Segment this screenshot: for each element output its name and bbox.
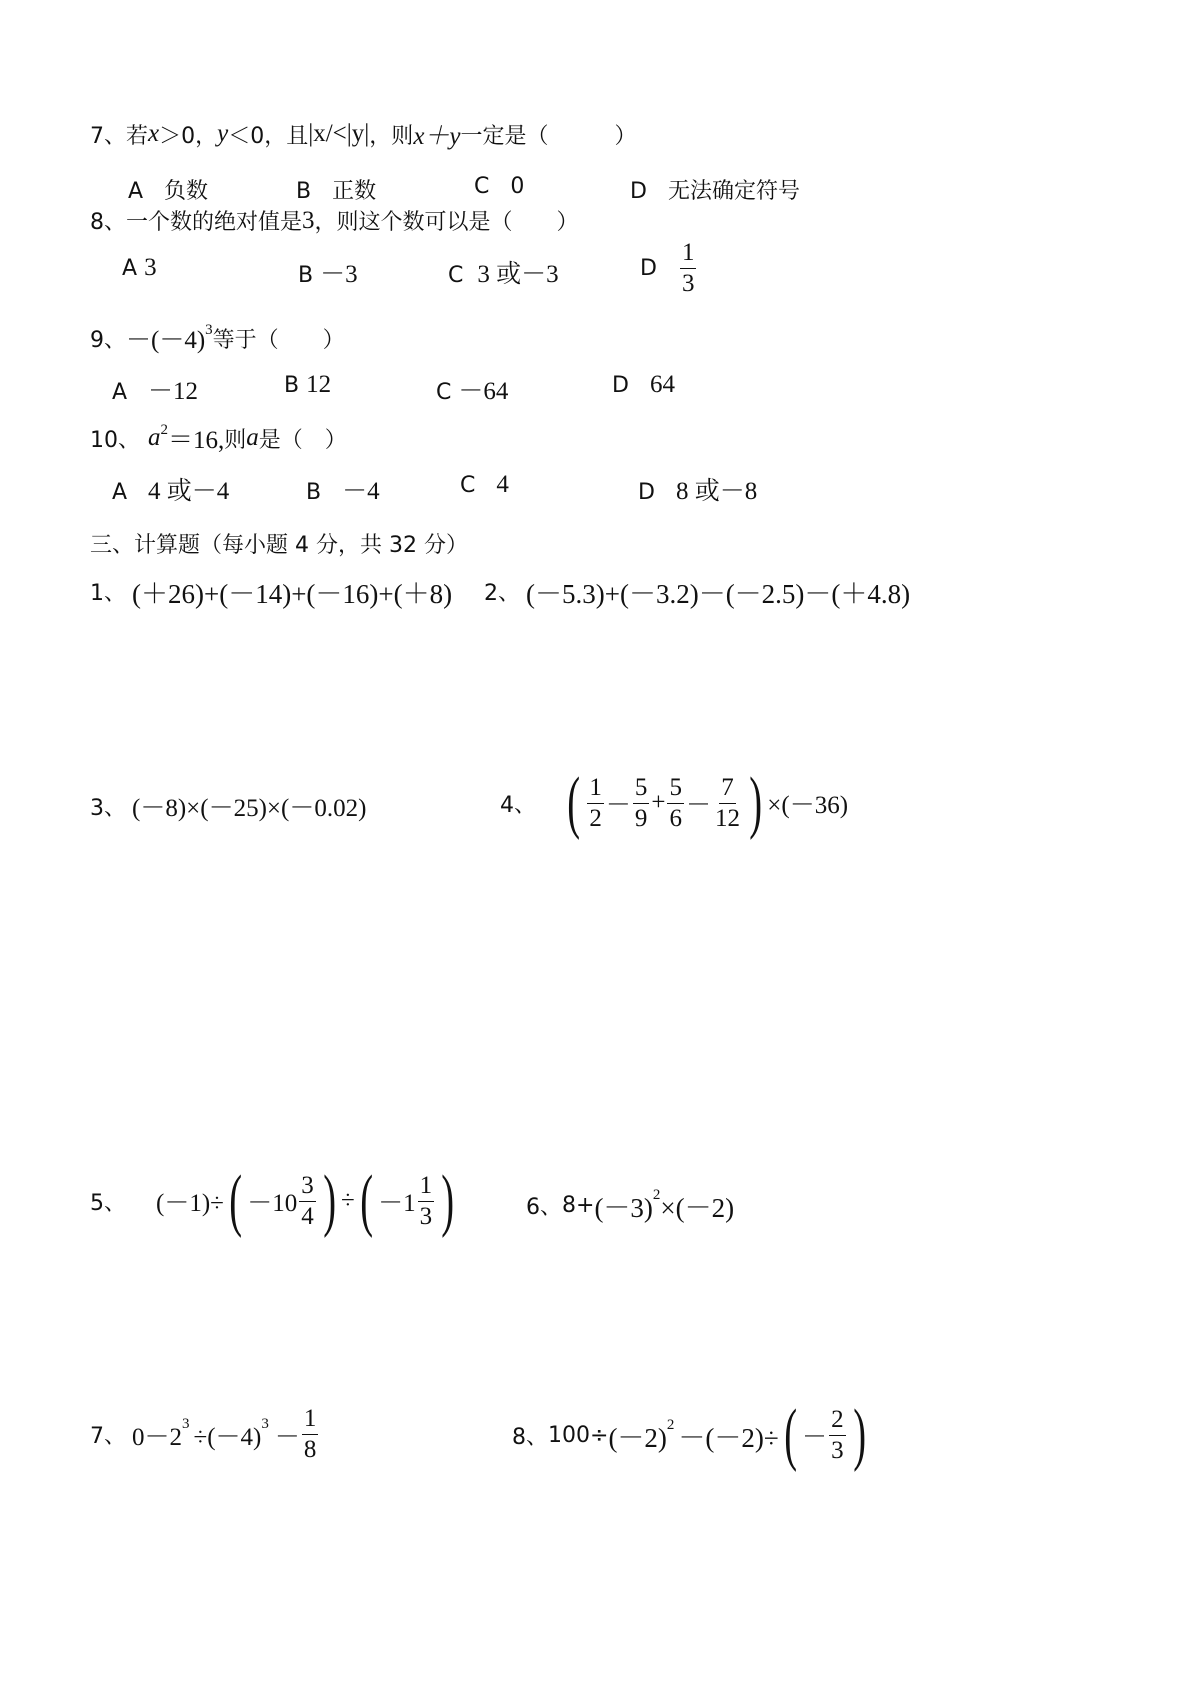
option-b: B 正数	[296, 179, 377, 204]
calc-7: 7、 0－2 $^3$ ÷(－4) $^3$ － $\frac{1}{8}$	[90, 1405, 317, 1463]
question-text: 一个数的绝对值是	[126, 210, 303, 235]
var-a: a	[148, 424, 161, 451]
option-d: D $\frac{1}{3}$	[640, 239, 695, 297]
calc-1	[90, 572, 452, 611]
math-expression: (＋26)+(－14)+(－16)+(＋8)	[132, 579, 453, 609]
question-number: 4、	[500, 792, 536, 818]
question-8	[90, 205, 579, 236]
option-a: A －12	[112, 378, 199, 405]
question-number: 1、	[90, 581, 126, 606]
option-c: C 4	[460, 471, 509, 498]
option-d: D 64	[612, 371, 675, 398]
question-number: 9、	[90, 327, 126, 353]
question-number: 8、	[90, 210, 126, 235]
question-text: 一定是（ ）	[460, 123, 637, 149]
calc-3	[90, 788, 366, 824]
question-number: 3、	[90, 795, 126, 821]
option-d: D 无法确定符号	[630, 179, 800, 204]
var-x: x	[148, 120, 160, 147]
math-value: 3	[302, 206, 315, 234]
question-number: 5、	[90, 1190, 126, 1216]
sum-expression: x＋y	[413, 123, 461, 150]
option-c: C 3 或－3	[448, 261, 559, 288]
question-number: 2、	[484, 581, 520, 606]
question-number: 8、	[512, 1424, 548, 1450]
question-text: ＞0，	[159, 123, 218, 149]
option-a: A 4 或－4	[112, 478, 230, 505]
left-paren: (	[567, 764, 581, 841]
question-9: 9、 －(－4) $^3$ 等于（ ）	[90, 321, 345, 354]
question-text: ，则	[369, 123, 414, 149]
option-a: A 负数	[128, 179, 209, 204]
math-expression: ×(－36)	[767, 792, 849, 819]
fraction: $\frac{1}{3}$	[681, 239, 695, 297]
question-text: 若	[126, 123, 149, 149]
option-c: C －64	[436, 378, 509, 405]
question-number: 6、	[526, 1195, 562, 1220]
var-a: a	[246, 424, 259, 451]
var-y: y	[217, 120, 229, 147]
question-7	[90, 116, 637, 152]
calc-4: 4、 ( $\frac{1}{2}$ － $\frac{5}{9}$ + $\frac{5}{6}$ － $\frac{7}{12}$ ) ×(－36)	[500, 764, 849, 841]
question-text: ＜0，且	[228, 123, 309, 149]
calc-8: 8、 100÷ (－2) $^2$ －(－2)÷ ( － $\frac{2}{3}$ )	[512, 1396, 866, 1473]
calc-6: 6、 8+ (－3) $^2$ ×(－2)	[526, 1187, 735, 1223]
option-c: C 0	[474, 174, 525, 199]
calc-2	[484, 572, 910, 611]
option-d: D 8 或－8	[638, 478, 758, 505]
question-text: 则	[224, 427, 247, 453]
question-text: 是（ ）	[258, 427, 347, 453]
option-b: B －4	[306, 478, 380, 505]
right-paren: )	[749, 764, 763, 841]
math-expression: －(－4)	[126, 327, 206, 354]
option-b: B 12	[284, 371, 332, 398]
math-expression: (－5.3)+(－3.2)－(－2.5)－(＋4.8)	[526, 579, 911, 609]
question-number: 7、	[90, 123, 126, 149]
question-number: 10、	[90, 427, 140, 453]
section-title: 三、计算题（每小题 4 分，共 32 分）	[90, 533, 468, 558]
calc-5: 5、 (－1)÷ ( －10 $\frac{3}{4}$ ) ÷ ( －1 $\frac{1}{3}$ )	[90, 1162, 455, 1239]
question-10: 10、 a $^2$ ＝16, 则 a 是（ ）	[90, 421, 347, 454]
option-b: B －3	[298, 261, 358, 288]
question-text: ，则这个数可以是（ ）	[314, 210, 579, 235]
abs-expression: |x/<|y|	[308, 120, 370, 147]
question-text: 等于（ ）	[212, 327, 345, 353]
math-expression: ＝16,	[168, 427, 225, 454]
question-number: 7、	[90, 1424, 126, 1449]
math-expression: (－8)×(－25)×(－0.02)	[132, 795, 367, 822]
option-a: A 3	[122, 254, 157, 281]
